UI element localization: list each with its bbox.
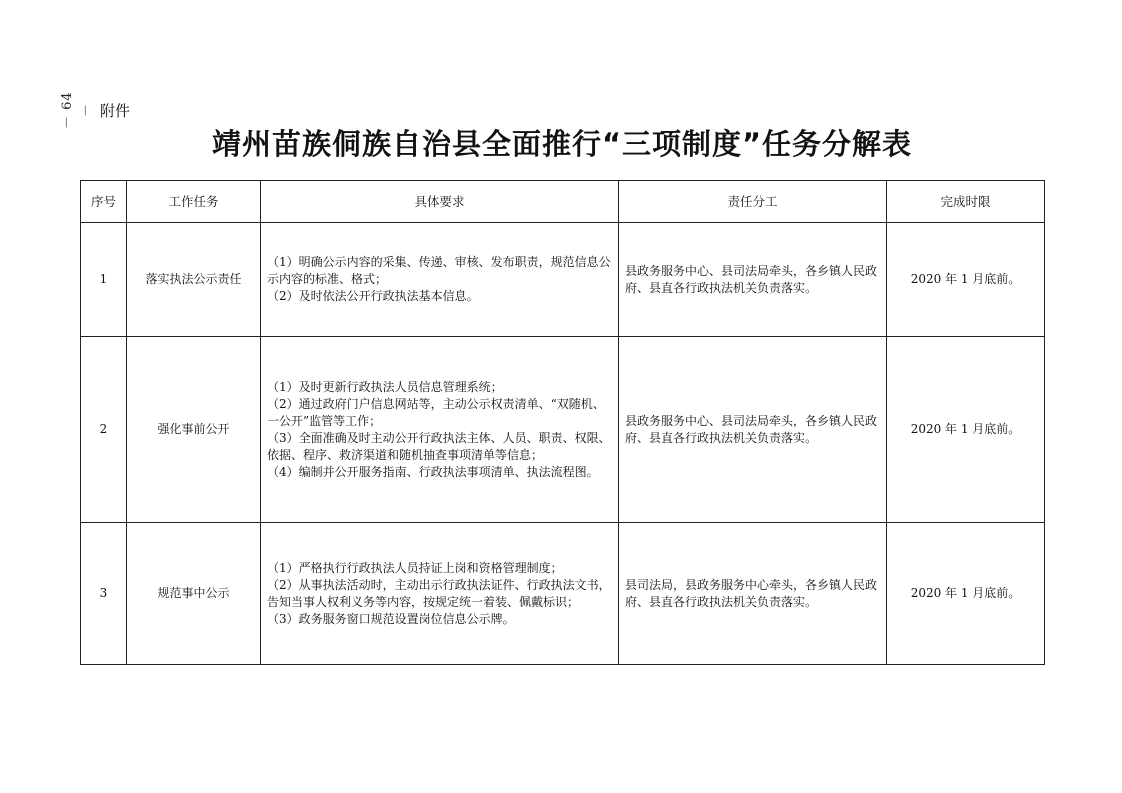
- table-row: [81, 523, 1045, 665]
- document-title: 靖州苗族侗族自治县全面推行“三项制度”任务分解表: [211, 127, 913, 161]
- task-table: [80, 180, 1045, 665]
- row-requirements: （1）明确公示内容的采集、传递、审核、发布职责，规范信息公示内容的标准、格式； （2）及时依法公开行政执法基本信息。: [261, 223, 619, 337]
- header-responsibility: 责任分工: [619, 181, 887, 223]
- row-responsibility: 县政务服务中心、县司法局牵头，各乡镇人民政府、县直各行政执法机关负责落实。: [619, 337, 887, 523]
- row-task: 规范事中公示: [127, 523, 261, 665]
- row-task: 落实执法公示责任: [127, 223, 261, 337]
- row-index: 2: [81, 337, 127, 523]
- header-deadline: 完成时限: [887, 181, 1045, 223]
- row-deadline: 2020 年 1 月底前。: [887, 523, 1045, 665]
- row-deadline: 2020 年 1 月底前。: [887, 223, 1045, 337]
- row-responsibility: 县司法局，县政务服务中心牵头，各乡镇人民政府、县直各行政执法机关负责落实。: [619, 523, 887, 665]
- row-requirements: （1）严格执行行政执法人员持证上岗和资格管理制度； （2）从事执法活动时，主动出示行政执法证件、行政执法文书，告知当事人权利义务等内容，按规定统一着装、佩戴标识； （3）政务服务窗口规范设置岗位信息公示牌。: [261, 523, 619, 665]
- row-responsibility: 县政务服务中心、县司法局牵头，各乡镇人民政府、县直各行政执法机关负责落实。: [619, 223, 887, 337]
- table-row: [81, 337, 1045, 523]
- table-header-row: [81, 181, 1045, 223]
- page-number: － 64 －: [60, 91, 94, 129]
- row-requirements: （1）及时更新行政执法人员信息管理系统； （2）通过政府门户信息网站等，主动公示权责清单、“双随机、一公开”监管等工作； （3）全面准确及时主动公开行政执法主体、人员、职责、权限、依据、程序、救济渠道和随机抽查事项清单等信息； （4）编制并公开服务指南、行政执法事项清单、执法流程图。: [261, 337, 619, 523]
- header-task: 工作任务: [127, 181, 261, 223]
- attachment-label: 附件: [100, 102, 131, 120]
- row-index: 1: [81, 223, 127, 337]
- row-task: 强化事前公开: [127, 337, 261, 523]
- row-index: 3: [81, 523, 127, 665]
- row-deadline: 2020 年 1 月底前。: [887, 337, 1045, 523]
- header-requirements: 具体要求: [261, 181, 619, 223]
- header-index: 序号: [81, 181, 127, 223]
- table-row: [81, 223, 1045, 337]
